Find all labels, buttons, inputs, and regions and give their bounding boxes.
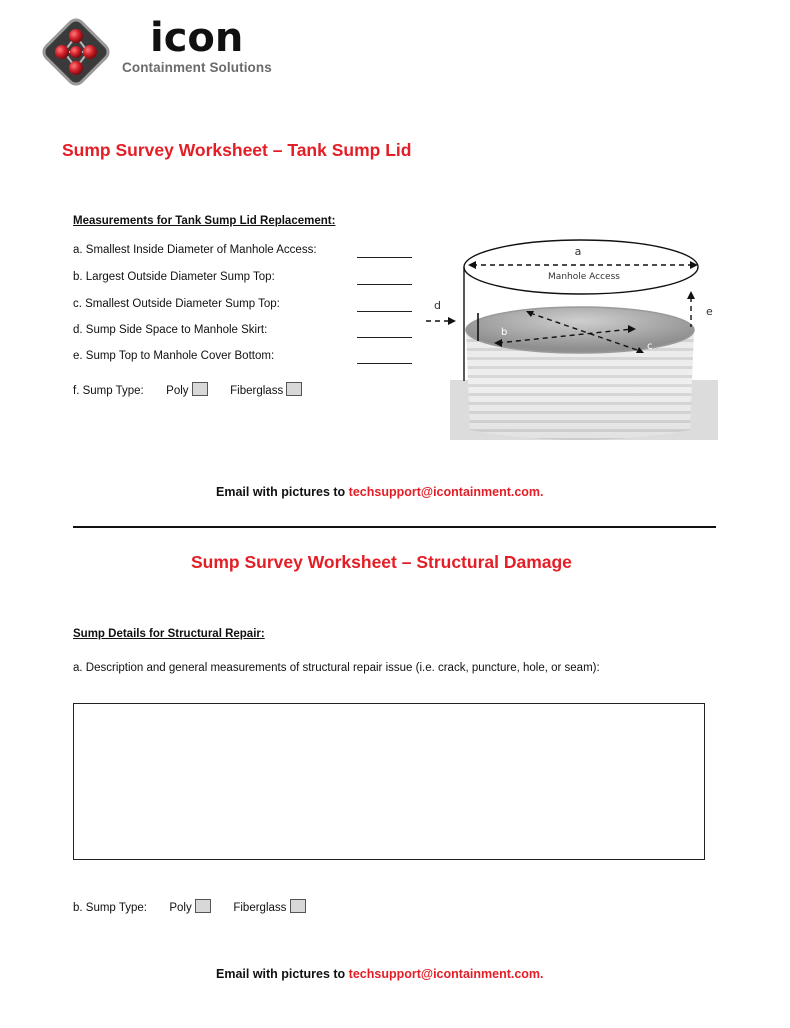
diagram-label-d: d (434, 299, 441, 312)
damage-email-line: Email with pictures to techsupport@icontainment.com. (216, 967, 544, 981)
answer-d-field[interactable] (357, 327, 412, 338)
damage-poly-label: Poly (169, 902, 192, 914)
sump-lid-diagram (418, 235, 736, 440)
logo-wordmark: icon (150, 15, 244, 61)
poly-label: Poly (166, 385, 189, 397)
fiberglass-label: Fiberglass (230, 385, 284, 397)
damage-sump-type-label: b. Sump Type: (73, 902, 147, 914)
damage-email-link[interactable]: techsupport@icontainment.com. (348, 967, 544, 981)
question-a: a. Smallest Inside Diameter of Manhole Access: (73, 244, 317, 256)
poly-checkbox[interactable] (192, 382, 208, 396)
lid-section-heading: Measurements for Tank Sump Lid Replacement: (73, 215, 336, 227)
sump-type-label: f. Sump Type: (73, 385, 144, 397)
fiberglass-checkbox[interactable] (286, 382, 302, 396)
answer-c-field[interactable] (357, 301, 412, 312)
damage-description-textarea[interactable] (73, 703, 705, 860)
damage-question-a: a. Description and general measurements of structural repair issue (i.e. crack, puncture, hole, or seam): (73, 662, 600, 674)
company-logo-icon (38, 14, 114, 90)
sump-type-row-f (73, 382, 302, 398)
diagram-label-b: b (501, 327, 508, 338)
logo-tagline: Containment Solutions (122, 60, 272, 75)
lid-email-link[interactable]: techsupport@icontainment.com. (348, 485, 544, 499)
damage-section-title: Sump Survey Worksheet – Structural Damage (191, 552, 572, 572)
damage-poly-checkbox[interactable] (195, 899, 211, 913)
lid-email-line: Email with pictures to techsupport@icontainment.com. (216, 485, 544, 499)
diagram-label-c: c (647, 341, 653, 352)
question-b: b. Largest Outside Diameter Sump Top: (73, 271, 275, 283)
diagram-label-a: a (574, 245, 582, 258)
diagram-label-manhole: Manhole Access (548, 272, 620, 282)
sump-type-row-b (73, 899, 306, 915)
answer-a-field[interactable] (357, 247, 412, 258)
question-e: e. Sump Top to Manhole Cover Bottom: (73, 350, 275, 362)
question-c: c. Smallest Outside Diameter Sump Top: (73, 298, 280, 310)
damage-fiberglass-label: Fiberglass (233, 902, 287, 914)
damage-fiberglass-checkbox[interactable] (290, 899, 306, 913)
damage-section-heading: Sump Details for Structural Repair: (73, 628, 265, 640)
answer-e-field[interactable] (357, 353, 412, 364)
diagram-label-e: e (706, 305, 713, 318)
section-divider (73, 526, 716, 528)
answer-b-field[interactable] (357, 274, 412, 285)
question-d: d. Sump Side Space to Manhole Skirt: (73, 324, 268, 336)
lid-section-title: Sump Survey Worksheet – Tank Sump Lid (62, 140, 412, 160)
